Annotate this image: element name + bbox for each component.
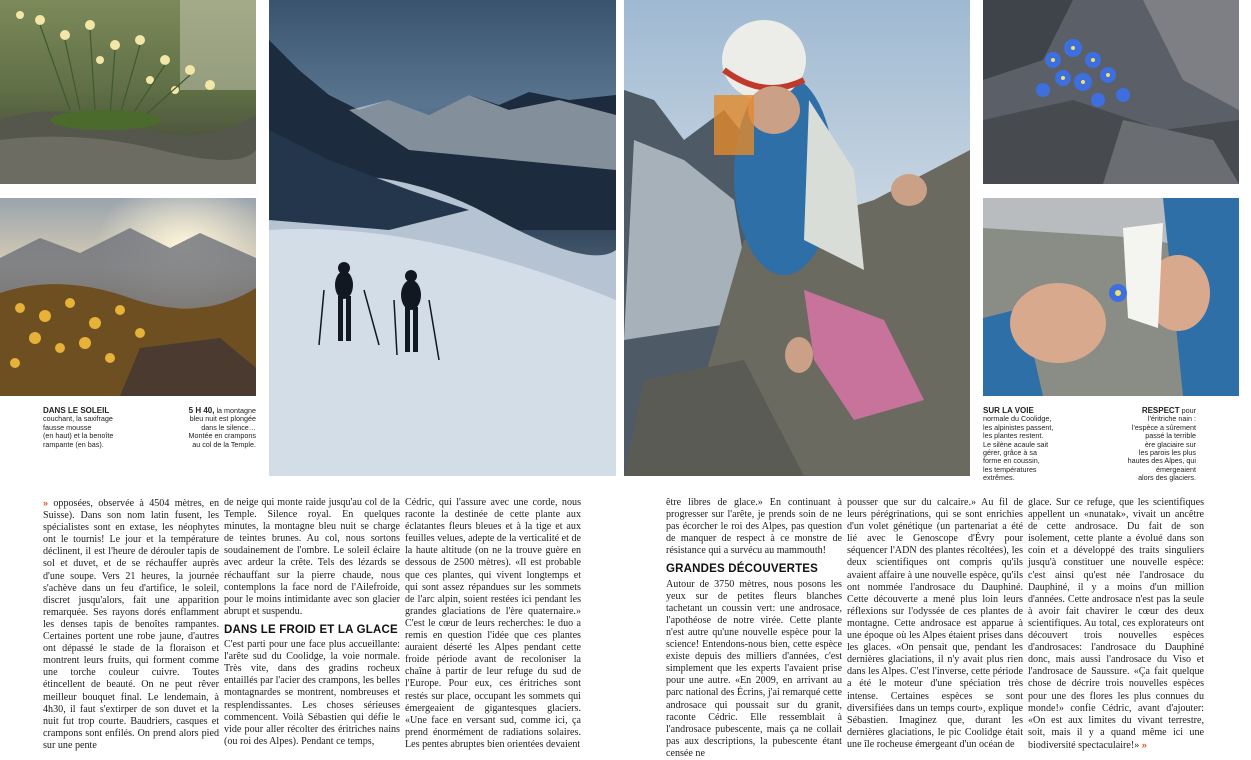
- caption-voie-line: normale du Coolidge,: [983, 414, 1052, 424]
- caption-respect-line: ère glaciaire sur: [1144, 439, 1196, 449]
- article-text: glace. Sur ce refuge, que les scientifiques appellent un «nunatak», vivait un ancêtre de cette androsace. Du fait de son isolement, cette plante a évolué dans son coin et a développé des traits singuliers jusqu'à constituer une nouvelle espèce: c'est ainsi qu'est née l'androsace du Dauphiné, il y a moins d'un million d'années. Cette androsace n'est pas la seule à avoir fait chavirer le cœur des deux scientifiques. Au total, ces explorateurs ont découvert trois nouvelles espèces d'androsaces: l'androsace du Dauphiné donc, mais aussi l'androsace du Viso et l'androsace de Saussure. «Ça fait quelque chose de décrire trois nouvelles espèces pour une des flores les plus connues du monde!» confie Cédric, avant d'ajouter: «On est aux limites du vivant terrestre, soit, mais il y a quand même ici une biodiversité spectaculaire!»: [1028, 497, 1204, 751]
- section-heading: DANS LE FROID ET LA GLACE: [224, 623, 398, 636]
- article-column-1: [43, 497, 219, 751]
- caption-respect-line: pour: [1181, 406, 1196, 415]
- caption-nuit-line: la montagne: [216, 406, 256, 415]
- article-column-6: [1028, 497, 1204, 751]
- article-text: Cédric, qui l'assure avec une corde, nous raconte la destinée de cette plante aux éclatantes fleurs bleues et à la tige et aux feuilles velues, adepte de la verticalité et de la haute altitude (on ne la trouve guère en dessous de 2500 mètres). «Il est probable que ces plantes, qui vivent longtemps et qui sont assez répandues sur les sommets de l'arc alpin, soient restées ici pendant les grandes glaciations de l'ère quaternaire.» C'est le cœur de leurs recherches: le duo a remis en question l'idée que ces plantes auraient déserté les Alpes pendant cette froide période avant de recoloniser la chaîne à partir de leur refuge du sud de l'Europe. Pour eux, ces éritriches sont restés sur place, occupant les sommets qui émergeaient de gigantesques glaciers. «Une face en versant sud, comme ici, ça prend énormément de radiations solaires. Les pentes abruptes bien orientées devaient: [405, 497, 581, 750]
- photo-night-climbers: [269, 0, 616, 476]
- caption-soleil-line: rampante (en bas).: [43, 439, 104, 449]
- caption-voie-line: les températures: [983, 464, 1037, 474]
- caption-soleil-line: couchant, la saxifrage: [43, 414, 113, 424]
- photo-climber-helmet: [624, 0, 970, 476]
- caption-respect-line: l'espèce a sûrement: [1131, 422, 1196, 432]
- article-column-5: [847, 497, 1023, 750]
- continuation-marker: »: [43, 498, 49, 508]
- caption-respect-line: les parois les plus: [1138, 448, 1196, 458]
- caption-voie-line: les plantes restent.: [983, 431, 1044, 441]
- caption-soleil-title: DANS LE SOLEIL: [43, 406, 110, 415]
- caption-voie-line: forme en coussin,: [983, 456, 1040, 466]
- caption-nuit-line: bleu nuit est plongée: [189, 414, 256, 424]
- photo-blue-flowers: [983, 0, 1239, 184]
- end-marker: »: [1141, 739, 1147, 750]
- article-column-2: [224, 497, 400, 747]
- caption-respect-line: alors des glaciers.: [1138, 473, 1196, 483]
- caption-soleil: [43, 407, 153, 449]
- caption-respect: [1096, 407, 1196, 483]
- caption-voie-line: gérer, grâce à sa: [983, 448, 1037, 458]
- photo-sunset-flowers: [0, 198, 256, 396]
- article-text: opposées, observée à 4504 mètres, en Suisse). Dans son nom latin fusent, les spécialistes sont en extase, les néophytes ont le tournis! Le jour et la température déclinent, il est l'heure de dérouler tapis de sol et duvet, et de se réchauffer auprès d'une soupe. Vers 21 heures, la journée s'achève dans un feu d'artifice, le soleil, discret jusqu'alors, fait une apparition remarquée. Ses rayons dorés enflamment les denses tapis de benoîtes rampantes. Certaines portent une robe jaune, d'autres ont dépassé le stade de la floraison et montrent leurs fruits, qui forment comme une torche couleur cuivre. Toutes étincellent de beauté. On ne peut rêver meilleur bouquet final. Le lendemain, à 4h30, il faut s'extirper de son duvet et la nuit fut trop courte. Baudriers, casques et crampons sont enfilés. On prend alors pied sur une pente: [43, 498, 219, 751]
- photo-hand-sample: [983, 198, 1239, 396]
- caption-voie-line: extrêmes.: [983, 473, 1015, 483]
- article-text: être libres de glace.» En continuant à progresser sur l'arête, je prends soin de ne pas écorcher le roi des Alpes, pas question de manquer de respect à ce monstre de résistance qui a survécu au mammouth!: [666, 497, 842, 557]
- caption-respect-line: hautes des Alpes, qui: [1127, 456, 1196, 466]
- caption-respect-line: passé la terrible: [1145, 431, 1196, 441]
- caption-soleil-line: fausse mousse: [43, 422, 92, 432]
- caption-soleil-line: (en haut) et la benoîte: [43, 431, 114, 441]
- caption-voie-title: SUR LA VOIE: [983, 406, 1034, 415]
- article-text: Autour de 3750 mètres, nous posons les yeux sur de petites fleurs blanches tachetant un coussin vert: une androsace, l'apothéose de notre virée. Cette plante n'est autre qu'une nouvelle espèce pour la science! Entendons-nous bien, cette espèce existe depuis des milliers d'années, c'est simplement que les experts l'avaient prise pour une autre. «En 2009, en arrivant au parc national des Écrins, j'ai remarqué cette androsace qui poussait sur du granit, raconte Cédric. Elle ressemblait à l'androsace pubescente, mais ça ne collait pas aux descriptions, la pubescente étant censée ne: [666, 578, 842, 759]
- article-text: de neige qui monte raide jusqu'au col de la Temple. Silence royal. En quelques minutes, la montagne bleu nuit se charge de teintes brunes. Au col, nous sortons soudainement de l'ombre. Le soleil éclaire avec ardeur la crête. Tels des lézards se réchauffant sur la pierre chaude, nous contemplons la face nord de l'Ailefroide, pour le moins intimidante avec son glacier abrupt et suspendu.: [224, 497, 400, 617]
- caption-nuit-line: dans le silence…: [201, 422, 256, 432]
- caption-respect-line: émergeaient: [1156, 464, 1196, 474]
- section-heading: GRANDES DÉCOUVERTES: [666, 563, 819, 576]
- photo-saxifrage-flowers: [0, 0, 256, 184]
- article-text: C'est parti pour une face plus accueillante: l'arête sud du Coolidge, la voie normale. Très vite, dans des gradins rocheux entaillés par l'acier des crampons, les belles montagnardes se montrent, nombreuses et resplendissantes. Les choses sérieuses commencent. Voilà Sébastien qui défie le vide pour aller récolter des éritriches nains (ou roi des Alpes). Pendant ce temps,: [224, 639, 400, 747]
- caption-nuit-line: Montée en crampons: [188, 431, 256, 441]
- article-text: pousser que sur du calcaire.» Au fil de leurs pérégrinations, qui se sont enrichies d'un volet génétique (un partenariat a été lié avec le Genoscope d'Évry pour séquencer l'ADN des plantes récoltées), les deux scientifiques ont compris qu'ils avaient affaire à une nouvelle espèce, qu'ils ont nommée l'androsace du Dauphiné. Cette découverte a mené plus loin leurs réflexions sur l'odyssée de ces plantes de montagne. Cette androsace est apparue à une époque où les Alpes étaient prises dans les glaces. «On pensait que, pendant les dernières glaciations, il n'y avait plus rien dans les Alpes. C'est l'inverse, cette période a été le moteur d'une spéciation très intense. Certaines espèces se sont diversifiées dans un temps court», explique Sébastien. Imaginez que, durant les dernières glaciations, le pic Coolidge était une île rocheuse émergeant d'un océan de: [847, 497, 1023, 750]
- caption-nuit-line: au col de la Temple.: [192, 439, 256, 449]
- article-column-4: [666, 497, 842, 759]
- caption-voie-line: Le silène acaule sait: [983, 439, 1049, 449]
- caption-respect-title: RESPECT: [1141, 406, 1180, 415]
- article-column-3: [405, 497, 581, 750]
- caption-nuit: [160, 407, 256, 449]
- caption-voie: [983, 407, 1083, 483]
- caption-nuit-title: 5 H 40,: [188, 406, 215, 415]
- caption-respect-line: l'éritriche nain :: [1147, 414, 1196, 424]
- caption-voie-line: les alpinistes passent,: [983, 422, 1054, 432]
